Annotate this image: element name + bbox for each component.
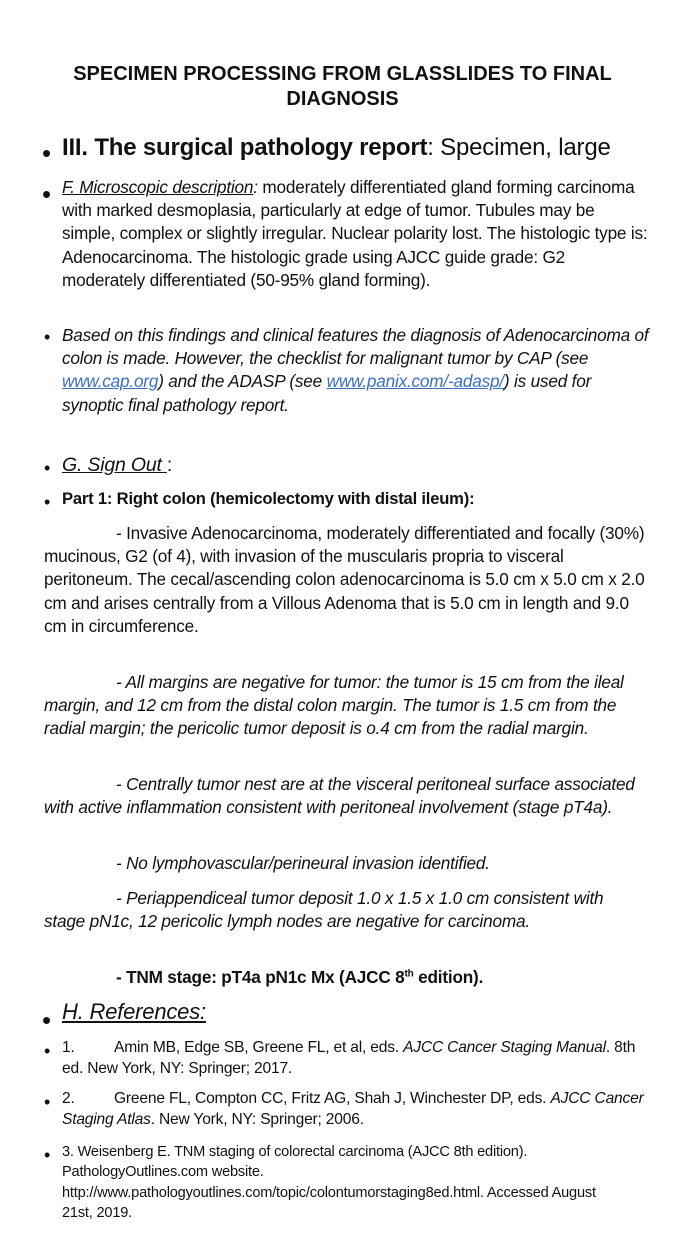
microscopic-description: [62, 176, 652, 292]
part1-heading: Part 1: Right colon (hemicolectomy with distal ileum):: [62, 489, 475, 508]
reference-authors: Amin MB, Edge SB, Greene FL, et al, eds.: [114, 1039, 404, 1056]
diagnosis-note: [62, 324, 652, 417]
bullet-icon: •: [44, 458, 51, 478]
tnm-sup: th: [404, 968, 414, 980]
reference-title: AJCC Cancer Staging Atlas: [62, 1090, 644, 1128]
bullet-icon: •: [42, 179, 52, 209]
reference-item: 3. Weisenberg E. TNM staging of colorectal carcinoma (AJCC 8th edition). PathologyOutlines.com website. http://www.pathologyoutlines.com/topic/colontumorstaging8ed.html. Accessed August 21st, 2019.: [62, 1144, 596, 1222]
adasp-link[interactable]: www.panix.com/-adasp/: [326, 371, 504, 392]
diagnosis-note-text: Based on this findings and clinical features the diagnosis of Adenocarcinoma of colon is made. However, the checklist for malignant tumor by CAP (see: [62, 325, 649, 369]
references-heading: H. References:: [62, 999, 206, 1024]
reference-title: AJCC Cancer Staging Manual: [403, 1039, 606, 1056]
finding-text: - Periappendiceal tumor deposit 1.0 x 1.5 x 1.0 cm consistent with stage pN1c, 12 pericolic lymph nodes are negative for carcinoma.: [44, 888, 604, 932]
diagnosis-note-text: ) and the ADASP (see: [158, 371, 327, 392]
tnm-stage: [44, 966, 648, 989]
finding-text: - Invasive Adenocarcinoma, moderately differentiated and focally (30%) mucinous, G2 (of 4), with invasion of the muscularis propria to visceral peritoneum. The cecal/ascending colon adenocarcinoma is 5.0 cm x 5.0 cm x 2.0 cm and arises centrally from a Villous Adenoma that is 5.0 cm in length and 9.0 cm in circumference.: [44, 523, 645, 636]
finding-lymphovascular: [44, 852, 648, 875]
bullet-icon: •: [44, 1145, 51, 1165]
cap-link[interactable]: www.cap.org: [62, 371, 159, 392]
finding-text: - All margins are negative for tumor: the tumor is 15 cm from the ileal margin, and 12 cm from the distal colon margin. The tumor is 1.5 cm from the radial margin; the pericolic tumor deposit is o.4 cm from the radial margin.: [44, 672, 624, 739]
section-heading: [62, 133, 682, 163]
microscopic-colon: :: [253, 177, 258, 197]
slide-title: SPECIMEN PROCESSING FROM GLASSLIDES TO FINAL DIAGNOSIS: [73, 63, 612, 110]
section-heading-bold: III. The surgical pathology report: [62, 134, 428, 161]
reference-number: 1.: [62, 1039, 75, 1056]
reference-item: [62, 1089, 652, 1131]
sign-out-heading: [62, 452, 172, 478]
sign-out-label: G. Sign Out: [62, 454, 167, 476]
reference-number: 2.: [62, 1090, 75, 1107]
finding-text: - No lymphovascular/perineural invasion identified.: [116, 853, 490, 873]
bullet-icon: •: [44, 1041, 51, 1061]
microscopic-label: F. Microscopic description: [62, 177, 254, 197]
tnm-suffix: edition).: [413, 967, 484, 987]
reference-rest: . New York, NY: Springer; 2006.: [150, 1110, 364, 1128]
finding-peritoneal: [44, 773, 648, 819]
bullet-icon: •: [44, 327, 51, 347]
sign-out-colon: :: [166, 454, 173, 476]
finding-margins: [44, 671, 648, 741]
finding-invasive: [44, 522, 648, 638]
finding-text: - Centrally tumor nest are at the visceral peritoneal surface associated with active inflammation consistent with peritoneal involvement (stage pT4a).: [44, 774, 635, 818]
finding-tumor-deposit: [44, 887, 648, 933]
diagnosis-note-text: ) is used for synoptic final pathology report.: [62, 371, 592, 415]
reference-item: [62, 1038, 652, 1080]
bullet-icon: •: [42, 1005, 52, 1035]
bullet-icon: •: [44, 1092, 51, 1112]
section-heading-rest: : Specimen, large: [427, 134, 611, 161]
reference-authors: Greene FL, Compton CC, Fritz AG, Shah J, Winchester DP, eds.: [114, 1090, 551, 1107]
tnm-prefix: - TNM stage: pT4a pN1c Mx (AJCC 8: [116, 967, 405, 987]
bullet-icon: •: [42, 138, 52, 168]
microscopic-text: moderately differentiated gland forming carcinoma with marked desmoplasia, particularly at edge of tumor. Tubules may be simple, complex or slightly irregular. Nuclear polarity lost. The histologic type is: Adenocarcinoma. The histologic grade using AJCC guide grade: G2 moderately differentiated (50-95% gland forming).: [62, 177, 648, 290]
bullet-icon: •: [44, 492, 51, 512]
reference-rest: . 8th ed. New York, NY: Springer; 2017.: [62, 1039, 636, 1077]
